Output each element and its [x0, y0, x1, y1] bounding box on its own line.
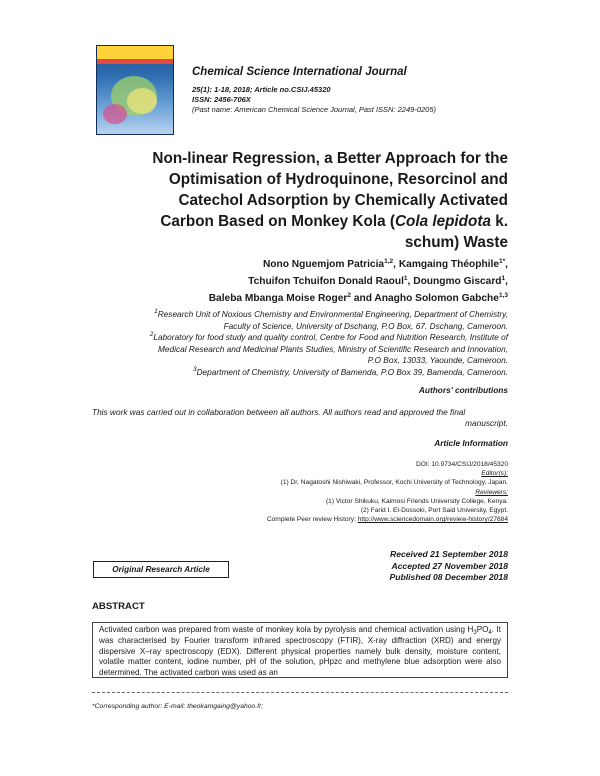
article-info — [128, 460, 508, 524]
journal-meta — [192, 85, 436, 115]
issn: ISSN: 2456-706X — [192, 95, 251, 104]
paper-title — [108, 148, 508, 253]
author-name: Nono Nguemjom Patricia — [262, 259, 385, 270]
article-info-heading: Article Information — [434, 438, 508, 448]
publication-dates — [390, 549, 508, 584]
accepted-date: Accepted 27 November 2018 — [391, 560, 508, 571]
affiliation-line: Faculty of Science, University of Dschang, P.O Box, 67. Dschang, Cameroon. — [223, 320, 508, 331]
reviewers-label: Reviewers: — [475, 488, 508, 496]
title-line: schum) Waste — [404, 234, 508, 251]
author-name: Anagho Solomon Gabche — [374, 293, 499, 304]
title-line: Catechol Adsorption by Chemically Activated — [178, 192, 508, 209]
affiliation: $^2$Laboratory for food study and quality control, Centre for Food and Nutrition Research, Institute of — [149, 331, 508, 342]
contributions-heading: Authors' contributions — [418, 385, 508, 395]
article-type-box: Original Research Article — [93, 561, 229, 578]
abstract-heading: ABSTRACT — [92, 601, 145, 612]
affiliation-line: Medical Research and Medicinal Plants Studies, Ministry of Scientific Research and Innovation, — [157, 343, 508, 354]
author-list: Nono Nguemjom Patricia$^{1,2}$, Kamgaing Théophile$^{1*}$, Tchuifon Tchuifon Donald Raoul$^1$, Doungmo Giscard$^1$, Baleba Mbanga Moise Roger$^2$ and Anagho Solomon Gabche$^{1,3}$ — [208, 258, 508, 304]
review-history: Complete Peer review History: http://www.sciencedomain.org/review-history/27684 — [266, 516, 508, 524]
journal-name: Chemical Science International Journal — [192, 66, 407, 78]
corresponding-author-footnote: *Corresponding author: E-mail: theokamgaing@yahoo.fr; — [92, 703, 264, 710]
footnote-divider — [92, 692, 508, 693]
title-line: Carbon Based on Monkey Kola (Cola lepidota k. — [160, 213, 508, 230]
contributions-text: This work was carried out in collaboration between all authors. All authors read and approved the final manuscript. — [92, 407, 508, 428]
abstract-text: Activated carbon was prepared from waste of monkey kola by pyrolysis and chemical activation using $H_3PO_4$. It was characterised by Fourier transform infrared spectroscopy (FTIR), X-ray diffraction (XRD) and energy dispersive X–ray spectroscopy (EDX). Different physical properties namely bulk density, moisture content, volatile matter content, iodine number, pH of the solution, pHpzc and methylene blue adsorption were also determined. The activated carbon was used as an — [92, 622, 508, 678]
author-name: Kamgaing Théophile — [398, 259, 499, 270]
received-date: Received 21 September 2018 — [390, 549, 508, 559]
doi: DOI: 10.9734/CSIJ/2018/45320 — [415, 461, 508, 468]
past-name: (Past name: American Chemical Science Journal, Past ISSN: 2249-0205) — [192, 105, 437, 114]
citation: 25(1): 1-18, 2018; Article no.CSIJ.45320 — [192, 85, 331, 94]
journal-cover-image — [96, 45, 174, 135]
author-name: Tchuifon Tchuifon Donald Raoul — [248, 276, 404, 287]
title-line: Optimisation of Hydroquinone, Resorcinol and — [168, 171, 508, 188]
reviewer: (2) Farid I. El-Dossoki, Port Said University, Egypt. — [360, 507, 508, 515]
cover-graphic — [127, 88, 157, 114]
cover-graphic — [103, 104, 127, 124]
title-line: Non-linear Regression, a Better Approach for the — [152, 150, 508, 167]
affiliation-line: P.O Box, 13033, Yaounde, Cameroon. — [367, 355, 508, 365]
author-name: Baleba Mbanga Moise Roger — [208, 293, 348, 304]
editors-label: Editor(s): — [481, 470, 508, 478]
author-name: Doungmo Giscard — [413, 276, 502, 287]
review-history-link[interactable]: http://www.sciencedomain.org/review-history/27684 — [357, 516, 508, 524]
editor: (1) Dr. Nagatoshi Nishiwaki, Professor, Kochi University of Technology, Japan. — [280, 479, 508, 487]
published-date: Published 08 December 2018 — [389, 572, 508, 582]
affiliations — [68, 309, 508, 378]
cover-stripe — [97, 59, 173, 64]
reviewer: (1) Victor Shikuku, Kaimosi Friends University College, Kenya. — [325, 497, 508, 505]
affiliation: $^3$Department of Chemistry, University of Bamenda, P.O Box 39, Bamenda, Cameroon. — [192, 365, 508, 377]
affiliation: $^1$Research Unit of Noxious Chemistry and Environmental Engineering, Department of Chemistry, — [154, 308, 508, 319]
cover-banner — [97, 46, 173, 59]
